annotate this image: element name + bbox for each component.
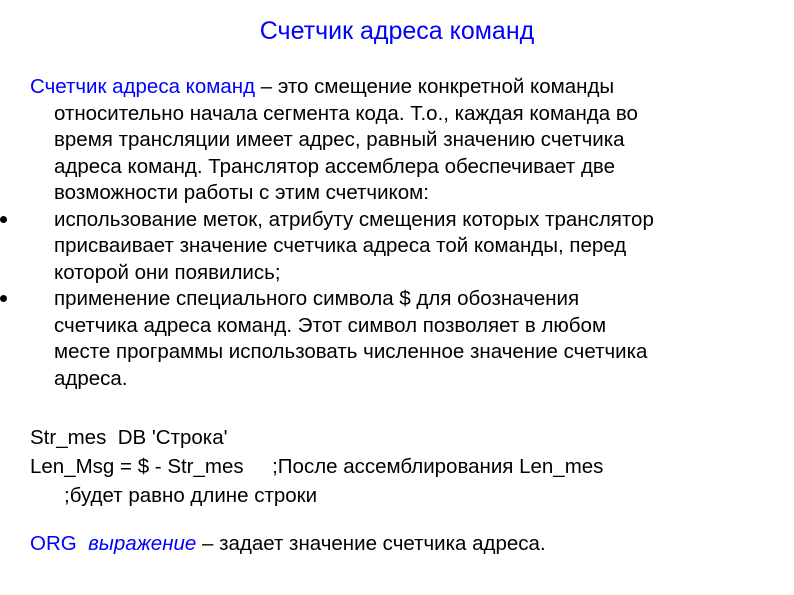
definition-line-3: время трансляции имеет адрес, равный значению счетчика	[54, 128, 625, 151]
code-line-1: Str_mes DB 'Строка'	[30, 426, 228, 449]
bullet-2-line-2: счетчика адреса команд. Этот символ позволяет в любом	[54, 313, 607, 337]
bullet-dot-icon	[0, 216, 7, 223]
code-line-2: Len_Msg = $ - Str_mes ;После ассемблирования Len_mes	[30, 455, 604, 478]
code-line-3: ;будет равно длине строки	[64, 484, 318, 507]
org-directive	[30, 530, 770, 558]
bullet-item-1	[30, 207, 770, 287]
slide-title-text: Счетчик адреса команд	[259, 17, 535, 45]
definition-line-1	[30, 74, 770, 101]
bullet-1-line-2: присваивает значение счетчика адреса той команды, перед	[54, 234, 627, 257]
org-keyword: ORG	[30, 532, 77, 555]
bullet-2-line-1: применение специального символа $ для обозначения	[54, 287, 580, 310]
bullet-1-line-3: которой они появились;	[54, 260, 281, 284]
bullet-1-line-1: использование меток, атрибуту смещения которых транслятор	[54, 207, 654, 231]
definition-line-2: относительно начала сегмента кода. Т.о., каждая команда во	[54, 101, 638, 125]
bullet-item-2	[30, 286, 770, 392]
bullet-2-line-4: адреса.	[54, 366, 128, 390]
code-example	[30, 423, 770, 510]
bullet-dot-icon	[0, 295, 7, 302]
definition-line-5: возможности работы с этим счетчиком:	[54, 181, 429, 204]
bullet-2-line-3: месте программы использовать численное значение счетчика	[54, 340, 648, 363]
org-expression: выражение	[88, 532, 197, 555]
term-highlight: Счетчик адреса команд	[30, 75, 256, 98]
slide-title	[0, 16, 794, 46]
org-description: – задает значение счетчика адреса.	[196, 532, 546, 555]
definition-text: – это смещение конкретной команды	[255, 75, 615, 98]
definition-line-4: адреса команд. Транслятор ассемблера обеспечивает две	[54, 154, 615, 178]
definition-block	[30, 74, 770, 392]
